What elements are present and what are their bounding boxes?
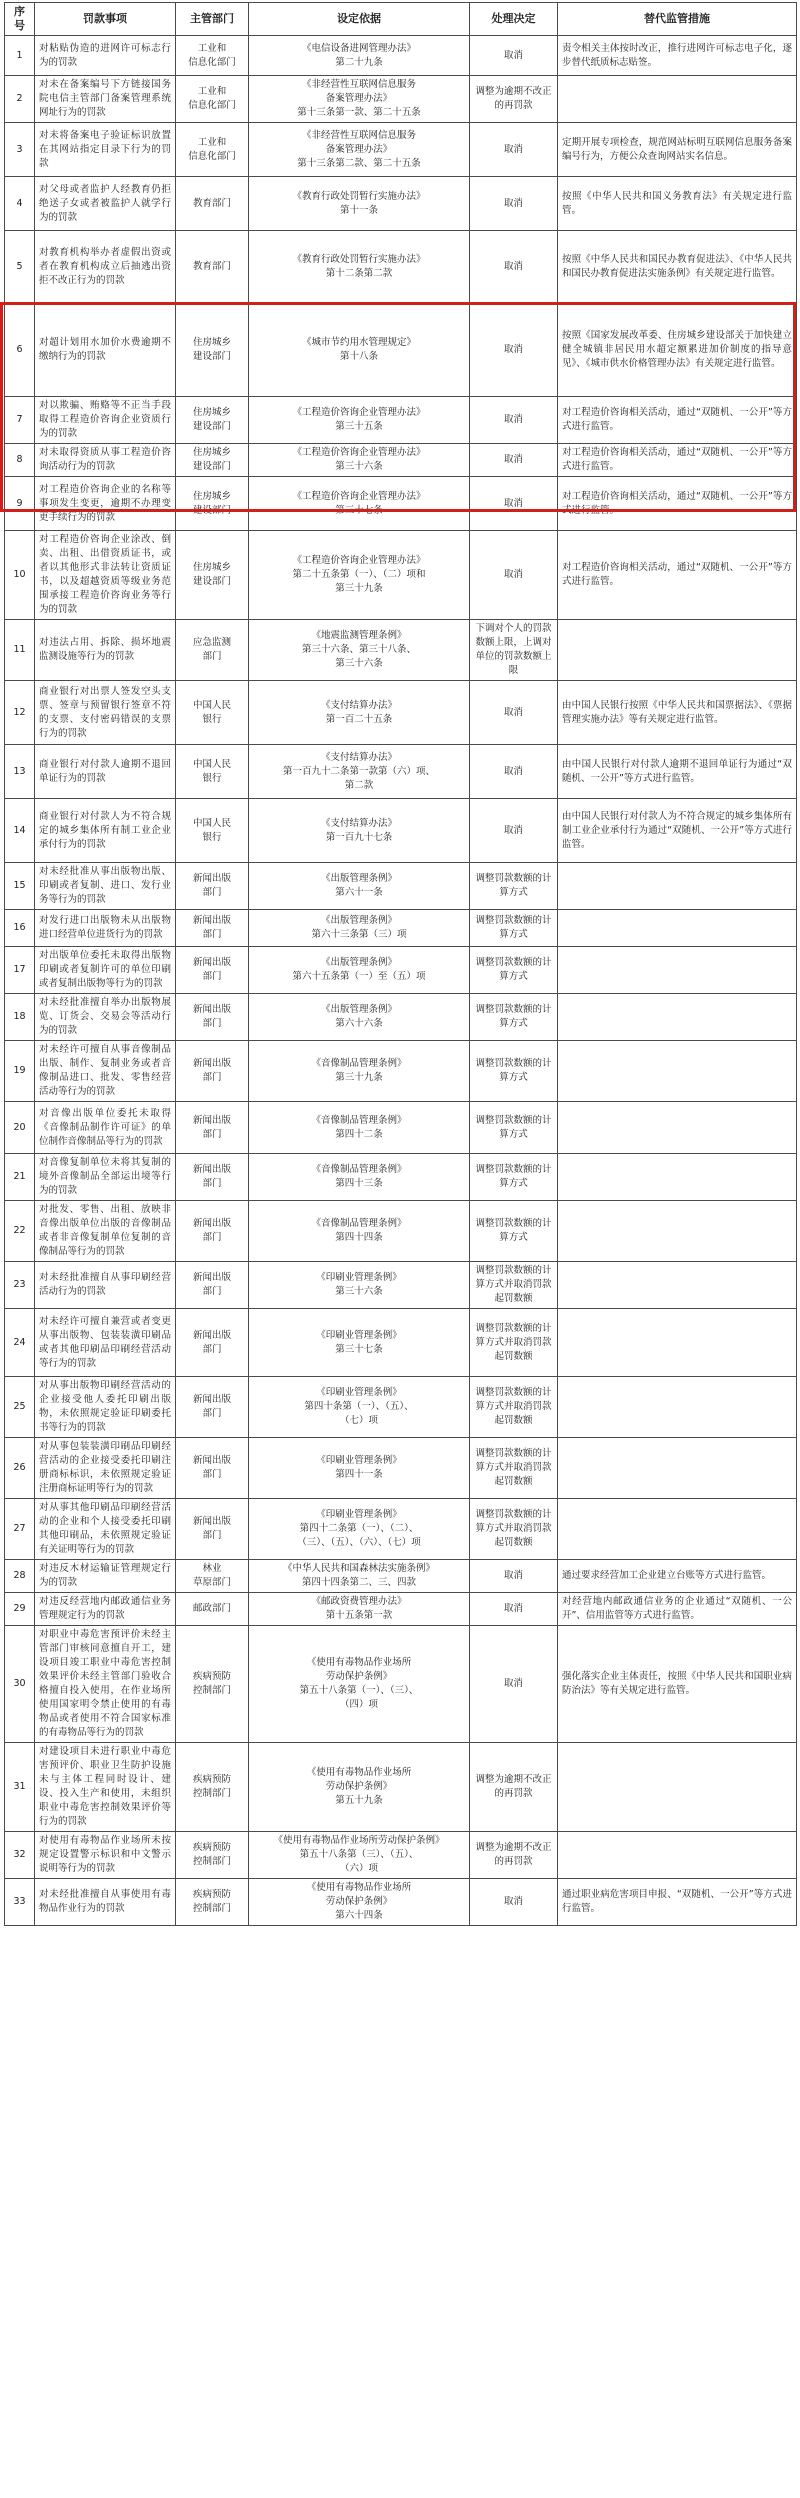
row-alt bbox=[558, 1499, 797, 1560]
row-item: 对批发、零售、出租、放映非音像出版单位出版的音像制品或者非音像复制单位复制的音像制品等行为的罚款 bbox=[35, 1201, 176, 1262]
row-alt bbox=[558, 994, 797, 1041]
row-decision: 调整罚款数额的计算方式并取消罚款起罚数额 bbox=[470, 1499, 558, 1560]
table-row bbox=[5, 76, 797, 123]
table-row bbox=[5, 1154, 797, 1201]
row-idx: 4 bbox=[5, 177, 35, 231]
row-dept: 新闻出版 部门 bbox=[176, 863, 249, 910]
row-alt bbox=[558, 76, 797, 123]
row-alt bbox=[558, 1201, 797, 1262]
table-row bbox=[5, 177, 797, 231]
row-basis: 《非经营性互联网信息服务 备案管理办法》 第十三条第二款、第二十五条 bbox=[249, 123, 470, 177]
row-dept: 教育部门 bbox=[176, 177, 249, 231]
row-dept: 工业和 信息化部门 bbox=[176, 36, 249, 76]
row-alt bbox=[558, 1262, 797, 1309]
row-idx: 31 bbox=[5, 1743, 35, 1832]
row-basis: 《中华人民共和国森林法实施条例》 第四十四条第二、三、四款 bbox=[249, 1560, 470, 1593]
row-dept: 新闻出版 部门 bbox=[176, 1377, 249, 1438]
row-idx: 30 bbox=[5, 1626, 35, 1743]
row-dept: 住房城乡 建设部门 bbox=[176, 531, 249, 620]
row-idx: 5 bbox=[5, 231, 35, 303]
row-idx: 14 bbox=[5, 799, 35, 863]
row-decision: 取消 bbox=[470, 177, 558, 231]
table-row bbox=[5, 1102, 797, 1154]
row-dept: 新闻出版 部门 bbox=[176, 910, 249, 947]
row-idx: 19 bbox=[5, 1041, 35, 1102]
row-basis: 《出版管理条例》 第六十一条 bbox=[249, 863, 470, 910]
row-idx: 13 bbox=[5, 745, 35, 799]
row-idx: 22 bbox=[5, 1201, 35, 1262]
penalty-table bbox=[4, 2, 797, 1926]
row-decision: 调整罚款数额的计算方式并取消罚款起罚数额 bbox=[470, 1262, 558, 1309]
row-item: 对超计划用水加价水费逾期不缴纳行为的罚款 bbox=[35, 303, 176, 397]
row-basis: 《使用有毒物品作业场所 劳动保护条例》 第五十九条 bbox=[249, 1743, 470, 1832]
row-alt bbox=[558, 910, 797, 947]
row-dept: 新闻出版 部门 bbox=[176, 1309, 249, 1377]
row-idx: 11 bbox=[5, 620, 35, 681]
row-basis: 《印刷业管理条例》 第四十二条第（一）、（二）、 （三）、（五）、（六）、（七）项 bbox=[249, 1499, 470, 1560]
row-item: 对从事包装装潢印刷品印刷经营活动的企业接受委托印刷注册商标标识，未依照规定验证注册商标证明等行为的罚款 bbox=[35, 1438, 176, 1499]
row-alt: 强化落实企业主体责任，按照《中华人民共和国职业病防治法》等有关规定进行监管。 bbox=[558, 1626, 797, 1743]
header-row bbox=[5, 3, 797, 36]
row-basis: 《出版管理条例》 第六十六条 bbox=[249, 994, 470, 1041]
row-alt: 由中国人民银行对付款人逾期不退回单证行为通过“双随机、一公开”等方式进行监管。 bbox=[558, 745, 797, 799]
row-item: 对父母或者监护人经教育仍拒绝送子女或者被监护人就学行为的罚款 bbox=[35, 177, 176, 231]
row-basis: 《印刷业管理条例》 第四十条第（一）、（五）、 （七）项 bbox=[249, 1377, 470, 1438]
row-decision: 取消 bbox=[470, 681, 558, 745]
table-row bbox=[5, 1262, 797, 1309]
row-decision: 取消 bbox=[470, 444, 558, 477]
row-item: 对建设项目未进行职业中毒危害预评价、职业卫生防护设施未与主体工程同时设计、建设、投入生产和使用，未组织职业中毒危害控制效果评价等行为的罚款 bbox=[35, 1743, 176, 1832]
row-idx: 29 bbox=[5, 1593, 35, 1626]
row-alt bbox=[558, 620, 797, 681]
row-idx: 21 bbox=[5, 1154, 35, 1201]
row-idx: 27 bbox=[5, 1499, 35, 1560]
row-basis: 《音像制品管理条例》 第四十二条 bbox=[249, 1102, 470, 1154]
table-row bbox=[5, 1879, 797, 1926]
row-basis: 《工程造价咨询企业管理办法》 第三十六条 bbox=[249, 444, 470, 477]
row-basis: 《音像制品管理条例》 第四十三条 bbox=[249, 1154, 470, 1201]
row-alt bbox=[558, 1832, 797, 1879]
row-dept: 疾病预防 控制部门 bbox=[176, 1832, 249, 1879]
row-decision: 调整罚款数额的计算方式 bbox=[470, 994, 558, 1041]
row-alt: 按照《中华人民共和国义务教育法》有关规定进行监管。 bbox=[558, 177, 797, 231]
table-row bbox=[5, 477, 797, 531]
row-alt: 由中国人民银行对付款人为不符合规定的城乡集体所有制工业企业承付行为通过“双随机、一公开”等方式进行监管。 bbox=[558, 799, 797, 863]
row-alt: 由中国人民银行按照《中华人民共和国票据法》、《票据管理实施办法》等有关规定进行监管。 bbox=[558, 681, 797, 745]
row-alt: 对工程造价咨询相关活动，通过“双随机、一公开”等方式进行监管。 bbox=[558, 477, 797, 531]
row-decision: 取消 bbox=[470, 397, 558, 444]
row-basis: 《支付结算办法》 第一百二十五条 bbox=[249, 681, 470, 745]
row-alt bbox=[558, 1154, 797, 1201]
row-basis: 《教育行政处罚暂行实施办法》 第十二条第二款 bbox=[249, 231, 470, 303]
row-item: 对未经批准擅自从事使用有毒物品作业行为的罚款 bbox=[35, 1879, 176, 1926]
row-idx: 12 bbox=[5, 681, 35, 745]
row-item: 对违反木材运输证管理规定行为的罚款 bbox=[35, 1560, 176, 1593]
row-item: 对未经批准擅自举办出版物展览、订货会、交易会等活动行为的罚款 bbox=[35, 994, 176, 1041]
row-basis: 《支付结算办法》 第一百九十二条第一款第（六）项、 第二款 bbox=[249, 745, 470, 799]
row-dept: 林业 草原部门 bbox=[176, 1560, 249, 1593]
row-alt: 通过要求经营加工企业建立台账等方式进行监管。 bbox=[558, 1560, 797, 1593]
table-row bbox=[5, 947, 797, 994]
row-alt: 对工程造价咨询相关活动，通过“双随机、一公开”等方式进行监管。 bbox=[558, 531, 797, 620]
row-basis: 《工程造价咨询企业管理办法》 第三十五条 bbox=[249, 397, 470, 444]
row-decision: 取消 bbox=[470, 36, 558, 76]
row-item: 商业银行对付款人为不符合规定的城乡集体所有制工业企业承付行为的罚款 bbox=[35, 799, 176, 863]
table-row bbox=[5, 36, 797, 76]
row-decision: 下调对个人的罚款数额上限，上调对单位的罚款数额上限 bbox=[470, 620, 558, 681]
table-row bbox=[5, 231, 797, 303]
table-row bbox=[5, 910, 797, 947]
row-basis: 《印刷业管理条例》 第三十七条 bbox=[249, 1309, 470, 1377]
row-basis: 《印刷业管理条例》 第三十六条 bbox=[249, 1262, 470, 1309]
row-basis: 《支付结算办法》 第一百九十七条 bbox=[249, 799, 470, 863]
row-idx: 2 bbox=[5, 76, 35, 123]
header-basis: 设定依据 bbox=[249, 3, 470, 36]
row-idx: 18 bbox=[5, 994, 35, 1041]
row-basis: 《使用有毒物品作业场所劳动保护条例》 第五十八条第（三）、（五）、 （六）项 bbox=[249, 1832, 470, 1879]
row-decision: 取消 bbox=[470, 745, 558, 799]
table-row bbox=[5, 1593, 797, 1626]
row-decision: 取消 bbox=[470, 477, 558, 531]
row-item: 对音像出版单位委托未取得《音像制品制作许可证》的单位制作音像制品等行为的罚款 bbox=[35, 1102, 176, 1154]
row-item: 对教育机构举办者虚假出资或者在教育机构成立后抽逃出资拒不改正行为的罚款 bbox=[35, 231, 176, 303]
table-row bbox=[5, 123, 797, 177]
table-row bbox=[5, 745, 797, 799]
table-row bbox=[5, 1743, 797, 1832]
row-dept: 疾病预防 控制部门 bbox=[176, 1879, 249, 1926]
row-item: 对粘贴伪造的进网许可标志行为的罚款 bbox=[35, 36, 176, 76]
row-basis: 《教育行政处罚暂行实施办法》 第十一条 bbox=[249, 177, 470, 231]
row-basis: 《使用有毒物品作业场所 劳动保护条例》 第五十八条第（一）、（三）、 （四）项 bbox=[249, 1626, 470, 1743]
row-item: 对未将备案电子验证标识放置在其网站指定目录下行为的罚款 bbox=[35, 123, 176, 177]
row-basis: 《工程造价咨询企业管理办法》 第三十七条 bbox=[249, 477, 470, 531]
row-basis: 《工程造价咨询企业管理办法》 第二十五条第（一）、（二）项和 第三十九条 bbox=[249, 531, 470, 620]
row-decision: 调整罚款数额的计算方式 bbox=[470, 1102, 558, 1154]
row-dept: 新闻出版 部门 bbox=[176, 1102, 249, 1154]
row-idx: 10 bbox=[5, 531, 35, 620]
row-basis: 《印刷业管理条例》 第四十一条 bbox=[249, 1438, 470, 1499]
row-idx: 8 bbox=[5, 444, 35, 477]
row-dept: 新闻出版 部门 bbox=[176, 1262, 249, 1309]
table-row bbox=[5, 1560, 797, 1593]
row-alt bbox=[558, 1041, 797, 1102]
row-item: 对违法占用、拆除、损坏地震监测设施等行为的罚款 bbox=[35, 620, 176, 681]
row-idx: 17 bbox=[5, 947, 35, 994]
row-item: 对职业中毒危害预评价未经主管部门审核同意擅自开工，建设项目竣工职业中毒危害控制效果评价未经主管部门验收合格擅自投入使用，在作业场所使用国家明令禁止使用的有毒物品或者使用不符合国家标准的有毒物品等行为的罚款 bbox=[35, 1626, 176, 1743]
row-idx: 15 bbox=[5, 863, 35, 910]
row-item: 对未取得资质从事工程造价咨询活动行为的罚款 bbox=[35, 444, 176, 477]
table-row bbox=[5, 1499, 797, 1560]
row-basis: 《音像制品管理条例》 第三十九条 bbox=[249, 1041, 470, 1102]
row-decision: 取消 bbox=[470, 303, 558, 397]
row-alt: 按照《国家发展改革委、住房城乡建设部关于加快建立健全城镇非居民用水超定额累进加价制度的指导意见》、《城市供水价格管理办法》有关规定进行监管。 bbox=[558, 303, 797, 397]
row-idx: 28 bbox=[5, 1560, 35, 1593]
row-dept: 住房城乡 建设部门 bbox=[176, 397, 249, 444]
row-decision: 取消 bbox=[470, 1593, 558, 1626]
table-row bbox=[5, 444, 797, 477]
row-decision: 调整罚款数额的计算方式 bbox=[470, 910, 558, 947]
row-idx: 25 bbox=[5, 1377, 35, 1438]
row-idx: 24 bbox=[5, 1309, 35, 1377]
row-basis: 《电信设备进网管理办法》 第二十九条 bbox=[249, 36, 470, 76]
row-item: 对从事其他印刷品印刷经营活动的企业和个人接受委托印刷其他印刷品，未依照规定验证有关证明等行为的罚款 bbox=[35, 1499, 176, 1560]
row-dept: 新闻出版 部门 bbox=[176, 1041, 249, 1102]
row-item: 对使用有毒物品作业场所未按规定设置警示标识和中文警示说明等行为的罚款 bbox=[35, 1832, 176, 1879]
row-decision: 调整罚款数额的计算方式并取消罚款起罚数额 bbox=[470, 1309, 558, 1377]
row-idx: 6 bbox=[5, 303, 35, 397]
row-decision: 调整罚款数额的计算方式并取消罚款起罚数额 bbox=[470, 1438, 558, 1499]
row-idx: 20 bbox=[5, 1102, 35, 1154]
row-dept: 住房城乡 建设部门 bbox=[176, 477, 249, 531]
row-alt: 按照《中华人民共和国民办教育促进法》、《中华人民共和国民办教育促进法实施条例》有关规定进行监管。 bbox=[558, 231, 797, 303]
row-dept: 住房城乡 建设部门 bbox=[176, 303, 249, 397]
table-body bbox=[5, 36, 797, 1926]
header-item: 罚款事项 bbox=[35, 3, 176, 36]
row-dept: 中国人民 银行 bbox=[176, 745, 249, 799]
row-alt: 通过职业病危害项目申报、“双随机、一公开”等方式进行监管。 bbox=[558, 1879, 797, 1926]
row-dept: 新闻出版 部门 bbox=[176, 1438, 249, 1499]
table-row bbox=[5, 397, 797, 444]
row-item: 对违反经营地内邮政通信业务管理规定行为的罚款 bbox=[35, 1593, 176, 1626]
row-dept: 新闻出版 部门 bbox=[176, 1201, 249, 1262]
row-item: 对未在备案编号下方链接国务院电信主管部门备案管理系统网址行为的罚款 bbox=[35, 76, 176, 123]
row-item: 商业银行对付款人逾期不退回单证行为的罚款 bbox=[35, 745, 176, 799]
table-row bbox=[5, 994, 797, 1041]
table-row bbox=[5, 1626, 797, 1743]
table-row bbox=[5, 1309, 797, 1377]
row-alt: 对工程造价咨询相关活动，通过“双随机、一公开”等方式进行监管。 bbox=[558, 397, 797, 444]
row-basis: 《出版管理条例》 第六十五条第（一）至（五）项 bbox=[249, 947, 470, 994]
row-dept: 新闻出版 部门 bbox=[176, 1154, 249, 1201]
row-alt: 对工程造价咨询相关活动，通过“双随机、一公开”等方式进行监管。 bbox=[558, 444, 797, 477]
row-alt bbox=[558, 1743, 797, 1832]
row-idx: 33 bbox=[5, 1879, 35, 1926]
row-item: 对出版单位委托未取得出版物印刷或者复制许可的单位印刷或者复制出版物等行为的罚款 bbox=[35, 947, 176, 994]
row-basis: 《音像制品管理条例》 第四十四条 bbox=[249, 1201, 470, 1262]
row-alt: 责令相关主体按时改正，推行进网许可标志电子化，逐步替代纸质标志贴签。 bbox=[558, 36, 797, 76]
row-decision: 调整为逾期不改正的再罚款 bbox=[470, 1743, 558, 1832]
header-idx: 序号 bbox=[5, 3, 35, 36]
row-alt bbox=[558, 863, 797, 910]
row-item: 对工程造价咨询企业的名称等事项发生变更，逾期不办理变更手续行为的罚款 bbox=[35, 477, 176, 531]
row-dept: 中国人民 银行 bbox=[176, 799, 249, 863]
row-item: 对未经许可擅自从事音像制品出版、制作、复制业务或者音像制品进口、批发、零售经营活动等行为的罚款 bbox=[35, 1041, 176, 1102]
header-dept: 主管部门 bbox=[176, 3, 249, 36]
row-item: 对以欺骗、贿赂等不正当手段取得工程造价咨询企业资质行为的罚款 bbox=[35, 397, 176, 444]
row-decision: 调整罚款数额的计算方式并取消罚款起罚数额 bbox=[470, 1377, 558, 1438]
row-decision: 取消 bbox=[470, 531, 558, 620]
row-decision: 调整为逾期不改正的再罚款 bbox=[470, 76, 558, 123]
row-decision: 调整罚款数额的计算方式 bbox=[470, 863, 558, 910]
row-basis: 《非经营性互联网信息服务 备案管理办法》 第十三条第一款、第二十五条 bbox=[249, 76, 470, 123]
table-row bbox=[5, 531, 797, 620]
row-dept: 应急监测 部门 bbox=[176, 620, 249, 681]
row-alt bbox=[558, 1102, 797, 1154]
table-row bbox=[5, 1041, 797, 1102]
row-dept: 疾病预防 控制部门 bbox=[176, 1626, 249, 1743]
row-dept: 新闻出版 部门 bbox=[176, 947, 249, 994]
row-item: 对音像复制单位未将其复制的境外音像制品全部运出境等行为的罚款 bbox=[35, 1154, 176, 1201]
table-row bbox=[5, 863, 797, 910]
row-alt bbox=[558, 1438, 797, 1499]
row-item: 对未经批准从事出版物出版、印刷或者复制、进口、发行业务等行为的罚款 bbox=[35, 863, 176, 910]
row-decision: 调整罚款数额的计算方式 bbox=[470, 1201, 558, 1262]
row-dept: 疾病预防 控制部门 bbox=[176, 1743, 249, 1832]
row-alt: 对经营地内邮政通信业务的企业通过“双随机、一公开”、信用监管等方式进行监管。 bbox=[558, 1593, 797, 1626]
row-decision: 取消 bbox=[470, 1879, 558, 1926]
row-alt bbox=[558, 1309, 797, 1377]
row-dept: 新闻出版 部门 bbox=[176, 1499, 249, 1560]
table-row bbox=[5, 1201, 797, 1262]
row-dept: 住房城乡 建设部门 bbox=[176, 444, 249, 477]
table-row bbox=[5, 1438, 797, 1499]
row-idx: 32 bbox=[5, 1832, 35, 1879]
table-row bbox=[5, 681, 797, 745]
row-item: 对发行进口出版物未从出版物进口经营单位进货行为的罚款 bbox=[35, 910, 176, 947]
table-row bbox=[5, 1832, 797, 1879]
header-alt: 替代监管措施 bbox=[558, 3, 797, 36]
row-decision: 取消 bbox=[470, 799, 558, 863]
row-item: 对未经许可擅自兼营或者变更从事出版物、包装装潢印刷品或者其他印刷品印刷经营活动等行为的罚款 bbox=[35, 1309, 176, 1377]
row-alt bbox=[558, 947, 797, 994]
row-alt bbox=[558, 1377, 797, 1438]
table-row bbox=[5, 799, 797, 863]
row-dept: 工业和 信息化部门 bbox=[176, 76, 249, 123]
row-idx: 3 bbox=[5, 123, 35, 177]
row-decision: 取消 bbox=[470, 1560, 558, 1593]
row-idx: 26 bbox=[5, 1438, 35, 1499]
row-item: 对未经批准擅自从事印刷经营活动行为的罚款 bbox=[35, 1262, 176, 1309]
row-dept: 新闻出版 部门 bbox=[176, 994, 249, 1041]
row-item: 商业银行对出票人签发空头支票、签章与预留银行签章不符的支票、支付密码错误的支票行为的罚款 bbox=[35, 681, 176, 745]
table-row bbox=[5, 1377, 797, 1438]
row-idx: 1 bbox=[5, 36, 35, 76]
row-basis: 《使用有毒物品作业场所 劳动保护条例》 第六十四条 bbox=[249, 1879, 470, 1926]
row-decision: 调整罚款数额的计算方式 bbox=[470, 1041, 558, 1102]
header-decision: 处理决定 bbox=[470, 3, 558, 36]
row-item: 对从事出版物印刷经营活动的企业接受他人委托印刷出版物，未依照规定验证印刷委托书等行为的罚款 bbox=[35, 1377, 176, 1438]
row-item: 对工程造价咨询企业涂改、倒卖、出租、出借资质证书，或者以其他形式非法转让资质证书，以及超越资质等级业务范围承接工程造价咨询业务等行为的罚款 bbox=[35, 531, 176, 620]
row-idx: 9 bbox=[5, 477, 35, 531]
row-decision: 调整罚款数额的计算方式 bbox=[470, 1154, 558, 1201]
row-decision: 取消 bbox=[470, 123, 558, 177]
row-basis: 《出版管理条例》 第六十三条第（三）项 bbox=[249, 910, 470, 947]
row-decision: 调整为逾期不改正的再罚款 bbox=[470, 1832, 558, 1879]
row-basis: 《地震监测管理条例》 第三十六条、第三十八条、 第三十六条 bbox=[249, 620, 470, 681]
row-basis: 《邮政资费管理办法》 第十五条第一款 bbox=[249, 1593, 470, 1626]
row-dept: 教育部门 bbox=[176, 231, 249, 303]
row-idx: 23 bbox=[5, 1262, 35, 1309]
row-dept: 工业和 信息化部门 bbox=[176, 123, 249, 177]
row-idx: 7 bbox=[5, 397, 35, 444]
row-basis: 《城市节约用水管理规定》 第十八条 bbox=[249, 303, 470, 397]
row-decision: 取消 bbox=[470, 231, 558, 303]
row-dept: 中国人民 银行 bbox=[176, 681, 249, 745]
row-decision: 取消 bbox=[470, 1626, 558, 1743]
table-row bbox=[5, 303, 797, 397]
row-idx: 16 bbox=[5, 910, 35, 947]
row-alt: 定期开展专项检查，规范网站标明互联网信息服务备案编号行为，方便公众查询网站实名信息。 bbox=[558, 123, 797, 177]
table-row bbox=[5, 620, 797, 681]
row-dept: 邮政部门 bbox=[176, 1593, 249, 1626]
row-decision: 调整罚款数额的计算方式 bbox=[470, 947, 558, 994]
